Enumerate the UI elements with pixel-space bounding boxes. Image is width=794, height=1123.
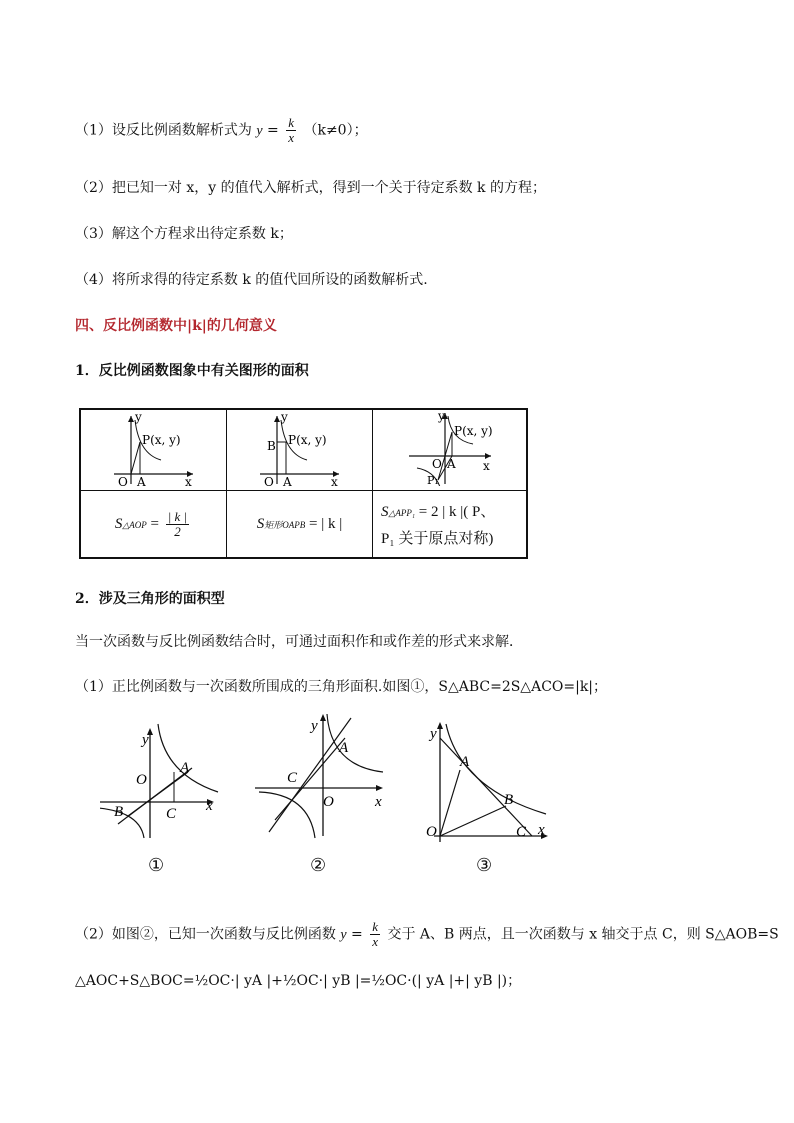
cell2-sub: 矩形OAPB — [264, 519, 306, 530]
fig3-a-label: A — [446, 457, 456, 471]
fig1-o-label: O — [117, 475, 128, 486]
table-cell-formula-3 — [373, 491, 528, 559]
step-1-prefix: （1）设反比例函数解析式为 — [75, 122, 252, 139]
fig2-o-label: O — [263, 475, 274, 486]
step-1-eq: = — [267, 122, 279, 139]
item-2-line-2: △AOC+S△BOC=½OC·| yA |+½OC·| yB |=½OC·(| yA |+| yB |)； — [75, 973, 522, 989]
svg-text:C: C — [166, 806, 177, 822]
figure-triangle-aop — [109, 410, 199, 486]
svg-text:y: y — [430, 726, 437, 742]
figure-triangle-app1 — [405, 410, 495, 486]
area-table — [79, 408, 528, 559]
svg-text:A: A — [180, 760, 190, 776]
step-1-denominator: x — [288, 130, 295, 145]
step-1-fraction — [286, 116, 296, 145]
table-cell-formula-2 — [227, 491, 373, 559]
item-2-fraction — [370, 920, 380, 949]
svg-text:A: A — [460, 754, 470, 770]
item-2-y: y — [340, 927, 347, 943]
item-1: （1）正比例函数与一次函数所围成的三角形面积.如图①，S△ABC=2S△ACO=|k|； — [75, 679, 608, 695]
fig3-p-label: P(x, y) — [453, 424, 493, 438]
figure-1 — [100, 720, 230, 844]
figure-2-label: ② — [310, 855, 327, 876]
svg-text:y: y — [311, 718, 318, 734]
svg-text:x: x — [538, 822, 545, 838]
table-figure-3 — [373, 409, 528, 491]
cell1-fraction — [166, 510, 189, 539]
item-2-b: 交于 A、B 两点，且一次函数与 x 轴交于点 C，则 S△AOB=S — [387, 926, 779, 943]
svg-text:O: O — [426, 824, 437, 840]
table-cell-formula-1: S△AOP = $\frac{| k |}{2}$ — [80, 491, 227, 559]
fig1-y-label: y — [134, 410, 142, 424]
item-2-a: （2）如图②，已知一次函数与反比例函数 — [75, 926, 336, 943]
section-4-title: 四、反比例函数中|k|的几何意义 — [75, 318, 277, 334]
fig1-p-label: P(x, y) — [141, 433, 181, 447]
svg-text:B: B — [114, 804, 124, 820]
svg-text:y: y — [142, 732, 149, 748]
fig3-x-label: x — [482, 459, 490, 473]
subsection-1-title: 1．反比例函数图象中有关图形的面积 — [75, 363, 309, 379]
item-2-den: x — [372, 934, 378, 949]
svg-text:O: O — [323, 794, 334, 810]
subsection-2-text: 当一次函数与反比例函数结合时，可通过面积作和或作差的形式来求解． — [75, 634, 523, 650]
cell3-line2: P₁ 关于原点对称) — [381, 531, 494, 547]
figure-3 — [420, 718, 560, 847]
step-1-numerator: k — [288, 115, 295, 130]
step-1-suffix: （k≠0）； — [303, 122, 368, 139]
cell1-den: 2 — [174, 523, 181, 539]
fig2-a-label: A — [282, 475, 292, 486]
figure-2 — [255, 710, 395, 844]
step-2: （2）把已知一对 x，y 的值代入解析式，得到一个关于待定系数 k 的方程； — [75, 180, 546, 196]
table-figure-2 — [227, 409, 373, 491]
fig2-p-label: P(x, y) — [287, 433, 327, 447]
svg-text:x: x — [375, 794, 382, 810]
step-1-y: y — [256, 123, 263, 139]
svg-text:C: C — [516, 824, 527, 840]
svg-text:C: C — [287, 770, 298, 786]
fig1-a-label: A — [136, 475, 146, 486]
fig2-b-label: B — [266, 439, 276, 453]
svg-text:O: O — [136, 772, 147, 788]
svg-text:A: A — [339, 740, 349, 756]
svg-text:B: B — [504, 792, 514, 808]
cell1-s: S — [114, 515, 123, 532]
svg-text:x: x — [206, 798, 213, 814]
step-1 — [75, 116, 368, 145]
fig3-p1-label: P₁ — [426, 474, 439, 486]
cell3-rhs: = 2 | k |( P、 — [418, 504, 496, 520]
item-2-eq: = — [351, 926, 363, 943]
cell3-sub: △APP₁ — [388, 508, 416, 518]
figure-rectangle-oapb — [255, 410, 345, 486]
fig3-o-label: O — [431, 457, 442, 471]
figure-1-label: ① — [148, 855, 165, 876]
fig2-y-label: y — [280, 410, 288, 424]
cell1-sub: △AOP — [122, 519, 147, 530]
cell2-s: S — [256, 515, 265, 532]
fig1-x-label: x — [184, 475, 192, 486]
table-figure-1 — [80, 409, 227, 491]
fig3-y-label: y — [437, 410, 445, 423]
step-4: （4）将所求得的待定系数 k 的值代回所设的函数解析式. — [75, 272, 428, 288]
cell2-rhs: = | k | — [309, 515, 343, 532]
cell3-s: S — [381, 504, 389, 520]
fig2-x-label: x — [330, 475, 338, 486]
cell1-num: | k | — [167, 508, 188, 524]
item-2-line-1 — [75, 920, 779, 949]
subsection-2-title: 2．涉及三角形的面积型 — [75, 591, 225, 607]
figure-3-label: ③ — [476, 855, 493, 876]
step-3: （3）解这个方程求出待定系数 k； — [75, 226, 293, 242]
item-2-num: k — [372, 919, 378, 934]
